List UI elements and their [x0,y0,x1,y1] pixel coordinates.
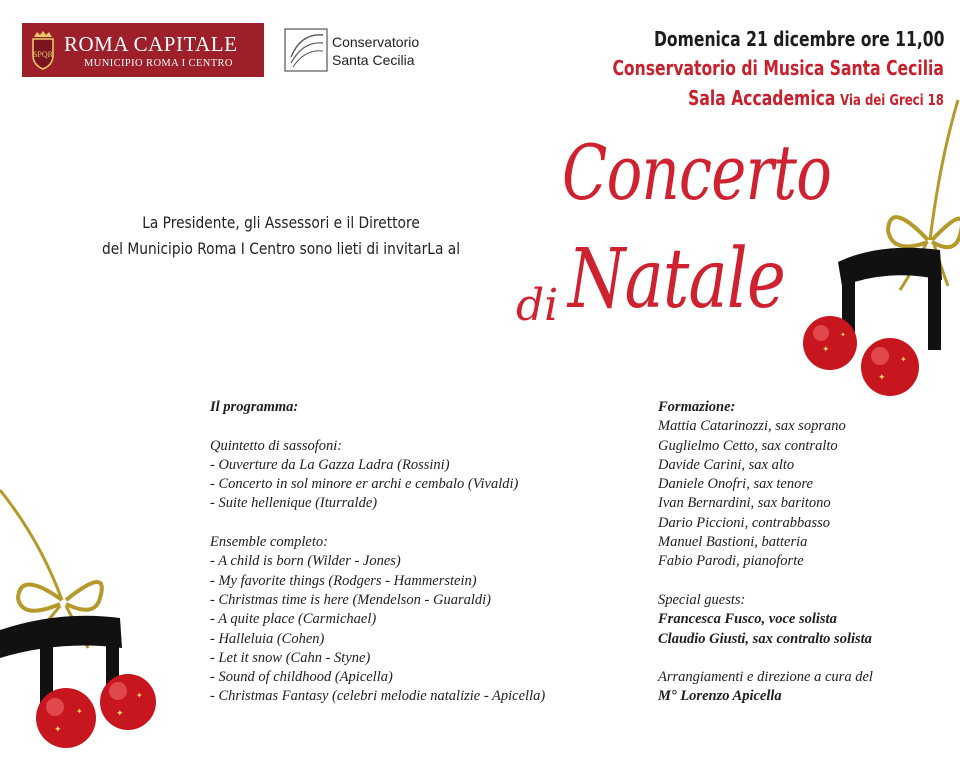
red-ornament-icon [36,688,96,748]
svg-text:✦: ✦ [136,691,143,700]
formazione-heading: Formazione: [658,399,736,415]
formazione-section [658,398,873,707]
svg-text:✦: ✦ [76,707,83,716]
list-item: - A quite place (Carmichael) [210,611,377,628]
invitation-line-2: del Municipio Roma I Centro sono lieti di invitarLa al [101,239,461,258]
invitation-text [60,210,502,262]
member-item: Mattia Catarinozzi, sax soprano [658,418,846,435]
event-venue: Conservatorio di Musica Santa Cecilia [612,56,944,80]
guest-item: Francesca Fusco, voce solista [658,611,837,628]
title-di: di [516,280,559,331]
member-item: Davide Carini, sax alto [658,456,795,473]
conservatorio-logo [280,22,436,78]
svg-text:✦: ✦ [54,724,62,734]
conservatorio-name-line1: Conservatorio [332,34,420,50]
member-item: Fabio Parodi, pianoforte [658,553,804,570]
red-ornament-icon [861,338,919,396]
svg-text:SPQR: SPQR [32,50,54,59]
guests-title: Special guests: [658,591,746,608]
member-item: Manuel Bastioni, batteria [658,534,808,551]
svg-text:✦: ✦ [116,708,124,718]
roma-crest-icon [30,29,56,71]
program-heading: Il programma: [210,399,299,415]
director-name: M° Lorenzo Apicella [658,688,782,705]
list-item: - Ouverture da La Gazza Ladra (Rossini) [210,456,450,473]
list-item: - Christmas Fantasy (celebri melodie natalizie - Apicella) [210,688,546,705]
event-date: Domenica 21 dicembre ore 11,00 [653,27,944,51]
ensemble-title: Ensemble completo: [210,534,328,551]
program-section [210,398,545,707]
member-item: Dario Piccioni, contrabbasso [658,514,830,531]
list-item: - Christmas time is here (Mendelson - Guaraldi) [210,591,491,608]
list-item: - Concerto in sol minore er archi e cembalo (Vivaldi) [210,476,519,493]
svg-text:✦: ✦ [878,372,886,382]
direction-label: Arrangiamenti e direzione a cura del [658,669,873,686]
svg-text:✦: ✦ [840,332,846,339]
list-item: - My favorite things (Rodgers - Hammerstein) [210,572,477,589]
event-hall: Sala Accademica [688,86,836,110]
roma-capitale-logo [22,23,264,77]
red-ornament-icon [803,316,857,370]
list-item: - Let it snow (Cahn - Styne) [210,649,371,666]
roma-capitale-subtitle: MUNICIPIO ROMA I CENTRO [84,58,233,69]
list-item: - Sound of childhood (Apicella) [210,669,393,686]
member-item: Ivan Bernardini, sax baritono [658,495,831,512]
title-concerto: Concerto [562,128,832,217]
event-address: Via dei Greci 18 [840,91,944,109]
svg-text:✦: ✦ [900,355,907,364]
guest-item: Claudio Giusti, sax contralto solista [658,630,872,647]
roma-capitale-title: ROMA CAPITALE [64,32,238,56]
title-natale: Natale [568,232,785,327]
list-item: - Suite hellenique (Iturralde) [210,495,378,512]
svg-text:✦: ✦ [822,344,830,354]
conservatorio-mark-icon [283,27,329,73]
music-note-ornament-bottom-left [0,470,170,770]
invitation-line-1: La Presidente, gli Assessori e il Direttore [142,213,420,232]
member-item: Guglielmo Cetto, sax contralto [658,437,838,454]
member-item: Daniele Onofri, sax tenore [658,476,813,493]
list-item: - Halleluia (Cohen) [210,630,325,647]
quintet-title: Quintetto di sassofoni: [210,437,343,454]
conservatorio-name-line2: Santa Cecilia [332,52,415,68]
music-note-ornament-top-right [822,90,960,400]
list-item: - A child is born (Wilder - Jones) [210,553,401,570]
red-ornament-icon [100,674,156,730]
